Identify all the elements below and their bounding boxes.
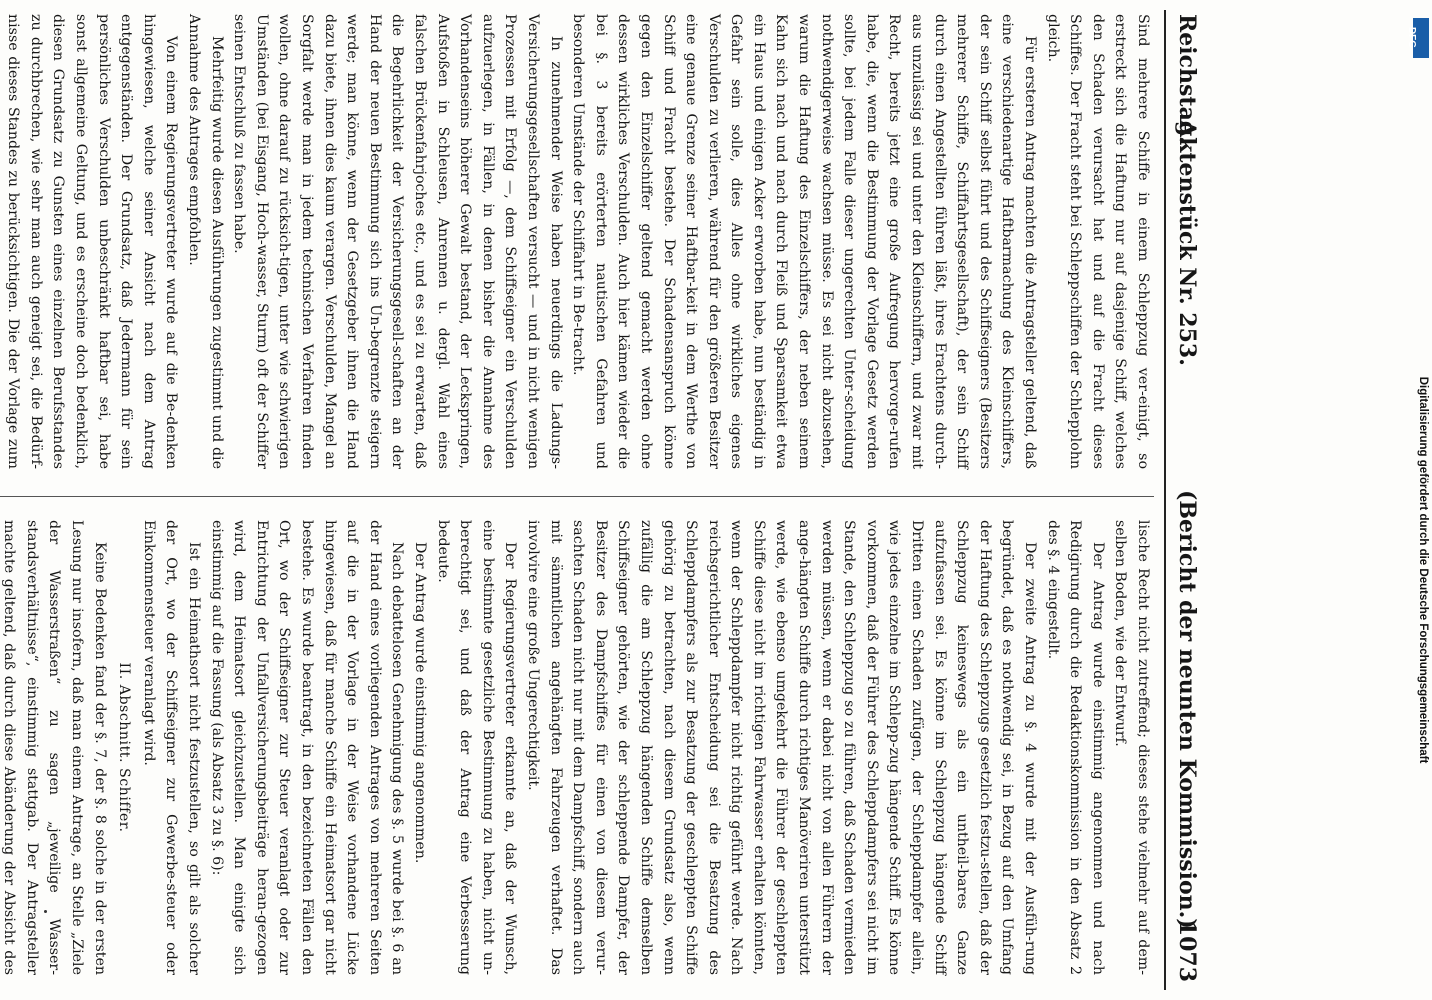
header-document-number: Aktenstück Nr. 253. [1174,120,1200,366]
left-paragraph: Mehrfeitig wurde diesen Ausführungen zugestimmt und die Annahme des Antrages empfohlen. [186,14,225,469]
column-divider [0,496,1154,497]
right-paragraph: Der zweite Antrag zu §. 4 wurde mit der Ausfüh-rung begründet, daß es nothwendig sei, in Bezug auf den Umfang der Haftung des Schleppzugs gesetzlich festzu-stellen, daß der Schleppzug keineswegs als ein untheil-bares Ganze aufzufassen sei. Es könne im Schleppzug hängende Schiff Dritten einen Schaden zufügen, der Schleppdampfer allein, wie jedes einzelne im Schlepp-zug hängende Schiff. Es könne vorkommen, daß der Führer des Schleppdampfers sei nicht im Stande, den Schleppzug so zu führen, daß Schaden vermieden werden müssen, wenn er dabei nicht von allen Führern der ange-hängten Schiffe durch richtiges Manöveriren unterstützt werde, wie ebenso umgekehrt die Führer der geschleppten Schiffe diese nicht im richtigen Fahrwasser erhalten könnten, wenn der Schleppdampfer nicht richtig geführt werde. Nach reichsgerichtlicher Entscheidung sei die Besatzung des Schleppdampfers als zur Besatzung der geschleppten Schiffe gehörig zu betrachten, nach diesem Grundsatz also, wenn zufällig die am Schleppzug hängenden Schiffe demselben Schiffseigner gehörten, wie der schleppende Dampfer, der Besitzer des Dampfschiffes für einen von diesem verur-sachten Schaden nicht nur mit dem Dampfschiff, sondern auch mit sämmtlichen angehängten Fahrzeugen verhaftet. Das involvire eine große Ungerechtigkeit. [524,520,1039,975]
right-paragraph: Der Antrag wurde einstimmig angenommen und nach Redigirung durch die Redaktionskommission in den Absatz 2 des §. 4 eingestellt. [1044,520,1106,975]
right-column [0,520,1154,975]
right-paragraph: Ist ein Heimathsort nicht festzustellen, so gilt als solcher der Ort, wo der Schiffseigner zur Gewerbe-steuer oder Einkommensteuer veranlagt wird. [140,520,203,975]
header-left: Reichstag. [1174,14,1200,144]
dfg-logo [1406,18,1429,58]
left-paragraph: In zunehmender Weise haben neuerdings die Ladungs-Versicherungsgesellschaften versucht — und in nicht wenigen Prozessen mit Erfolg —, dem Schiffseigner ein Verschulden aufzuerlegen, in Fällen, in denen bisher die Annahme des Vorhandenseins höherer Gewalt bestand, der Leckspringen, Aufstoßen in Schleusen, Anrennen u. dergl. Wahl eines falschen Brückenfahrjoches etc., und es sei zu erwarten, daß die Begehrlichkeit der Versicherungsgesell-schaften an der Hand der neuen Bestimmung sich ins Un-begrenzte steigern werde; man könne, wenn der Gesetzgeber ihnen die Hand dazu biete, ihnen dies kaum verargen. Verschulden, Mangel an Sorgfalt werde man in jedem technischen Verfahren finden wollen, ohne darauf zu rücksich-tigen, unter wie schwierigen Umständen (bei Eisgang, Hoch-wasser, Sturm) oft der Schiffer seinen Entschluß zu fassen habe. [231,14,564,469]
right-paragraph: Nach debattelosen Genehmigung des §. 5 wurde bei §. 6 an der Hand eines vorliegenden Antrages von mehreren Seiten auf die in der Vorlage in der Weise vorhandene Lücke hingewiesen, daß für manche Schiffe ein Heimatsort gar nicht bestehe. Es wurde beantragt, in den bezeichneten Fällen den Ort, wo der Schiffseigner zur Steuer veranlagt oder zur Entrichtung der Unfallversicherungsbeiträge heran-gezogen wird, dem Heimatsort gleichzustellen. Man einigte sich einstimmig auf die Fassung (als Absatz 3 zu §. 6): [208,520,406,975]
header-rule [1164,10,1166,990]
page-number: 1073 [1174,920,1200,982]
right-paragraph: Der Regierungsvertreter erkannte an, daß der Wunsch, eine bestimmte gesetzliche Bestimmung zu haben, nicht un-berechtigt sei, und daß der Antrag eine Verbesserung bedeute. [434,520,519,975]
digitization-credit [1412,170,1430,970]
left-paragraph: Von einem Regierungsvertreter wurde auf die Be-denken hingewiesen, welche seiner Ansicht nach dem Antrag entgegenständen. Der Grundsatz, daß Jedermann für sein persönliches Verschulden unbeschränkt haftbar sei, habe sonst allgemeine Geltung, und es erscheine doch bedenklich, diesen Grundsatz zu Gunsten eines einzelnen Berufsstandes zu durchbrechen, wie sehr man auch geneigt sei, die Bedürf-nisse dieses Standes zu berücksichtigen. Die der Vorlage zum [5,14,180,469]
right-paragraph: Keine Bedenken fand der §. 7, der §. 8 solche in der ersten Lesung nur insofern, daß man einem Antrage, an Stelle „Ziele der Wasserstraßen“ zu sagen „jeweilige Wasser-standsverhältnisse“, einstimmig stattgab. Der Antragsteller machte geltend, daß durch diese Abänderung der Absicht des [1,520,108,975]
dfg-logo-text: DFG [1406,26,1418,49]
digitization-credit-text: Digitalisierung gefördert durch die Deutsche Forschungsgemeinschaft [1417,376,1429,764]
scan-speck [44,910,47,913]
header-commission-title: (Bericht der neunten Kommission.) [1174,490,1200,929]
right-paragraph: Der Antrag wurde einstimmig angenommen. [412,542,428,864]
left-paragraph: Für ersteren Antrag machten die Antragsteller geltend, daß eine verschiedenartige Haftbarmachung des Kleinschiffers, der sein Schiff selbst führt und des Schiffseigners (Besitzers mehrerer Schiffe, Schiffahrtsgesellschaft), der sein Schiff durch einen Angestellten führen läßt, ihres Erachtens durch-aus unzulässig sei und unter den Kleinschiffern, und zwar mit Recht, bereits jetzt eine große Aufregung hervorge-rufen habe, die, wenn die Bestimmung der Vorlage Gesetz werden sollte, bei jedem Falle dieser ungerechten Unter-scheidung nothwendigerweise wachsen müsse. Es sei nicht abzusehen, warum die Haftung des Einzelschiffers, der neben seinem Kahn sich nach und nach durch Fleiß und Sparsamkeit etwa ein Haus und einigen Acker erworben habe, nun beständig in Gefahr sein solle, dies Alles ohne wirkliches eigenes Verschulden zu verlieren, während für den größeren Besitzer eine genaue Grenze seiner Haftbar-keit in dem Werthe von Schiff und Fracht bestehe. Der Schadensanspruch könne gegen den Einzelschiffer geltend gemacht werden ohne dessen wirkliches Verschulden. Auch hier kämen wieder die bei §. 3 bereits erörterten nautischen Gefahren und besonderen Umstände der Schiffahrt in Be-tracht. [570,14,1039,469]
left-paragraph: Sind mehrere Schiffe in einem Schleppzug ver-einigt, so erstreckt sich die Haftung nur auf dasjenige Schiff, welches den Schaden verursacht hat und auf die Fracht dieses Schiffes. Der Fracht steht bei Schleppschiffen der Schlepplohn gleich. [1044,14,1151,469]
left-column [0,14,1154,469]
running-header [1166,0,1206,1000]
section-heading: II. Abschnitt. Schiffer. [116,662,133,833]
right-paragraph: lische Recht nicht zutreffend; dieses stehe vielmehr auf dem-selben Boden, wie der Entwurf. [1112,520,1151,975]
